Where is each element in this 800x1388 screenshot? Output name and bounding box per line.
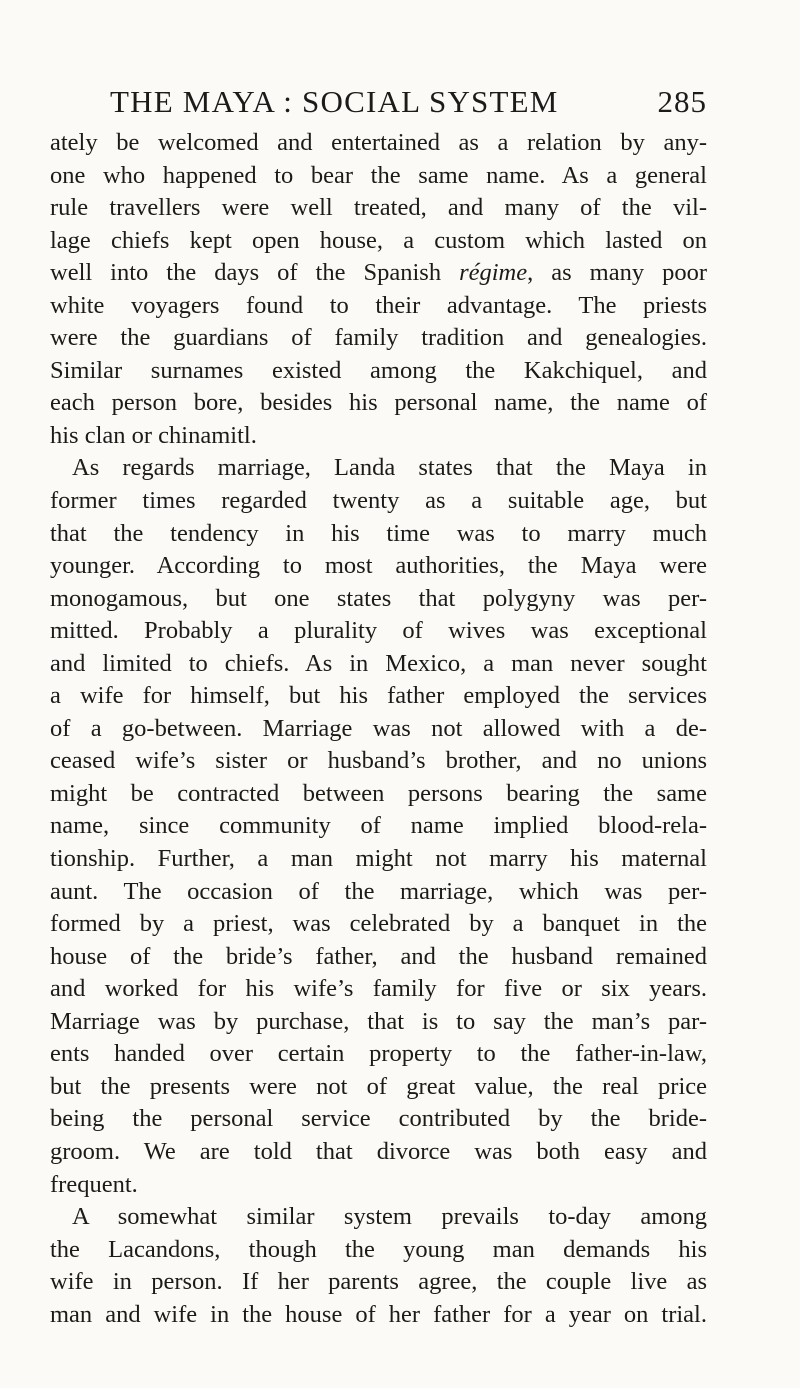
text-line: might be contracted between persons bearing the same	[50, 779, 707, 807]
text-line: wife in person. If her parents agree, the couple live as	[50, 1268, 707, 1296]
text-line: Marriage was by purchase, that is to say the man’s par-	[50, 1007, 707, 1035]
text-line: each person bore, besides his personal name, the name of	[50, 389, 707, 417]
text-line: name, since community of name implied blood-rela-	[50, 812, 707, 840]
text-line: formed by a priest, was celebrated by a banquet in the	[50, 910, 707, 938]
text-line: a wife for himself, but his father employed the services	[50, 682, 707, 710]
text-line: lage chiefs kept open house, a custom which lasted on	[50, 226, 707, 254]
text-line	[50, 257, 707, 290]
text-line: ceased wife’s sister or husband’s brother, and no unions	[50, 747, 707, 775]
text-line: were the guardians of family tradition and genealogies.	[50, 324, 707, 352]
text-line: ately be welcomed and entertained as a relation by any-	[50, 129, 707, 156]
text-segment: , as many poor	[527, 259, 707, 287]
text-line: tionship. Further, a man might not marry his maternal	[50, 845, 707, 873]
running-title: THE MAYA : SOCIAL SYSTEM	[110, 84, 559, 119]
text-line: that the tendency in his time was to marry much	[50, 519, 707, 547]
text-line: monogamous, but one states that polygyny was per-	[50, 584, 707, 612]
text-line: and limited to chiefs. As in Mexico, a man never sought	[50, 649, 707, 677]
text-line: and worked for his wife’s family for five or six years.	[50, 975, 707, 1003]
text-line: younger. According to most authorities, the Maya were	[50, 552, 707, 580]
paragraph-start-line: A somewhat similar system prevails to-day among	[72, 1203, 707, 1231]
italic-word: régime	[459, 259, 528, 287]
text-line: frequent.	[50, 1170, 138, 1198]
text-line: being the personal service contributed by the bride-	[50, 1105, 707, 1133]
text-line: his clan or chinamitl.	[50, 421, 257, 449]
text-line: Similar surnames existed among the Kakchiquel, and	[50, 356, 707, 384]
text-line: house of the bride’s father, and the husband remained	[50, 942, 707, 970]
text-line: of a go-between. Marriage was not allowed with a de-	[50, 714, 707, 742]
running-head	[110, 82, 707, 122]
text-line: one who happened to bear the same name. As a general	[50, 161, 707, 189]
text-line: ents handed over certain property to the father-in-law,	[50, 1040, 707, 1068]
text-line: former times regarded twenty as a suitable age, but	[50, 487, 707, 515]
text-line: white voyagers found to their advantage. The priests	[50, 291, 707, 319]
text-segment: well into the days of the Spanish	[50, 259, 460, 287]
paragraph-start-line: As regards marriage, Landa states that the Maya in	[72, 454, 707, 482]
body-text	[50, 127, 707, 1331]
text-line: groom. We are told that divorce was both easy and	[50, 1137, 707, 1165]
text-line: the Lacandons, though the young man demands his	[50, 1235, 707, 1263]
text-line: aunt. The occasion of the marriage, which was per-	[50, 877, 707, 905]
text-line: but the presents were not of great value, the real price	[50, 1072, 707, 1100]
text-line: mitted. Probably a plurality of wives was exceptional	[50, 617, 707, 645]
text-line: man and wife in the house of her father for a year on trial.	[50, 1300, 707, 1328]
text-line: rule travellers were well treated, and many of the vil-	[50, 194, 707, 222]
page-number: 285	[657, 84, 707, 119]
